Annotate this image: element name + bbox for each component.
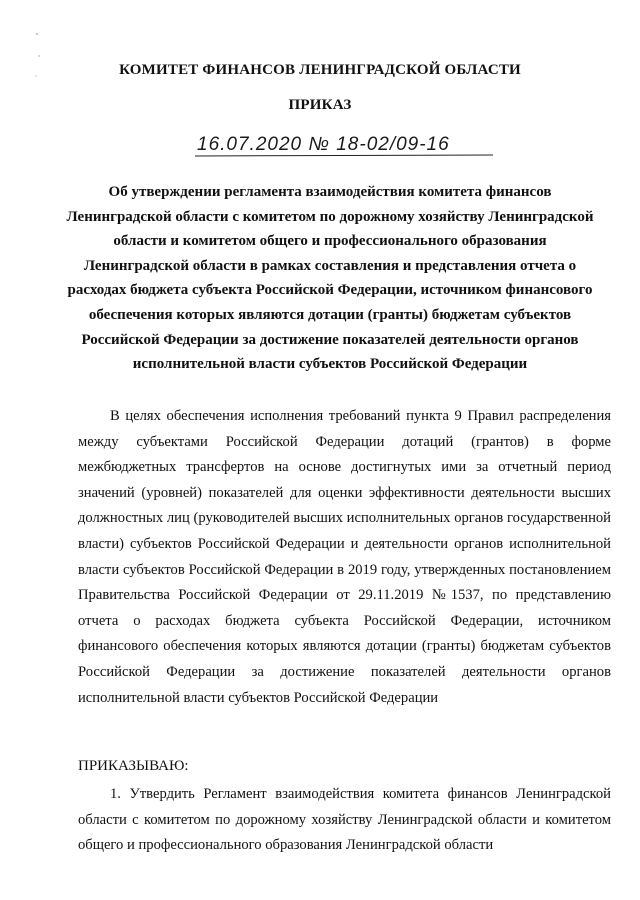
handwritten-date-number-text: 16.07.2020 № 18-02/09-16 — [197, 134, 450, 155]
handwritten-underline — [195, 155, 493, 156]
order-item-1: 1. Утвердить Регламент взаимодействия комитета финансов Ленинградской области с комитетом по дорожному хозяйству Ленинградской области и комитетом общего и профессионального образования Ленинградской области — [78, 786, 611, 854]
preamble-paragraph: В целях обеспечения исполнения требований пункта 9 Правил распределения между субъектами Российской Федерации дотаций (грантов) в форме межбюджетных трансфертов на основе достигнутых ими за отчетный период значений (уровней) показателей для оценки эффективности деятельности высших должностных лиц (руководителей высших исполнительных органов государственной власти) субъектов Российской Федерации и деятельности органов исполнительной власти субъектов Российской Федерации в 2019 году, утвержденных постановлением Правительства Российской Федерации от 29.11.2019 №1537, по представлению отчета о расходах бюджета субъекта Российской Федерации, источником финансового обеспечения которых являются дотации (гранты) бюджетам субъектов Российской Федерации за достижение показателей деятельности органов исполнительной власти субъектов Российской Федерации — [78, 408, 611, 706]
order-title: ПРИКАЗ — [288, 97, 352, 113]
handwritten-date-number — [195, 130, 495, 160]
committee-title: КОМИТЕТ ФИНАНСОВ ЛЕНИНГРАДСКОЙ ОБЛАСТИ — [119, 62, 521, 78]
order-heading: Об утверждении регламента взаимодействия комитета финансов Ленинградской области с комитетом по дорожному хозяйству Ленинградской области и комитетом общего и профессионального образования Ленинградской области в рамках составления и представления отчета о расходах бюджета субъекта Российской Федерации, источником финансового обеспечения которых являются дотации (гранты) бюджетам субъектов Российской Федерации за достижение показателей деятельности органов исполнительной власти субъектов Российской Федерации — [66, 184, 594, 373]
order-word: ПРИКАЗЫВАЮ: — [78, 758, 189, 774]
scan-specks-icon — [34, 28, 46, 88]
